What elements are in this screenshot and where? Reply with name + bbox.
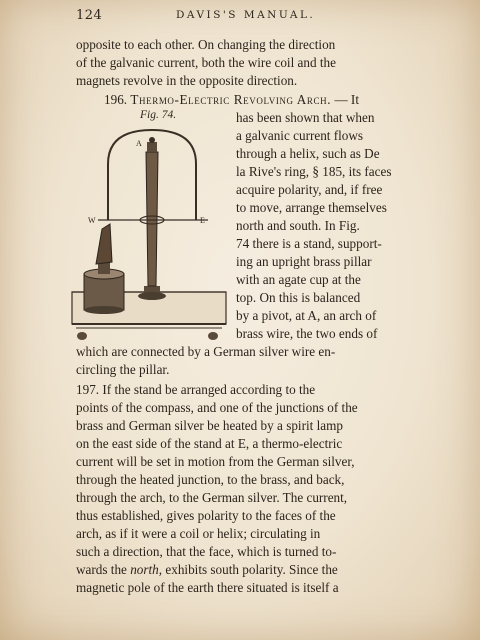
section-number: 196. <box>104 92 128 107</box>
figure-thermo-electric-arch <box>68 124 230 350</box>
text-line: brass and German silver be heated by a spirit lamp <box>76 418 343 433</box>
text-line: has been shown that when <box>236 110 375 125</box>
section-heading-tail: — It <box>331 92 359 107</box>
section-heading-196 <box>104 91 359 108</box>
lamp-flame <box>96 224 112 264</box>
text-line: through a helix, such as De <box>236 146 380 161</box>
text-line: la Rive's ring, § 185, its faces <box>236 164 392 179</box>
text-line: brass wire, the two ends of <box>236 326 378 341</box>
text-line: such a direction, that the face, which is turned to- <box>76 544 337 559</box>
text-line: acquire polarity, and, if free <box>236 182 383 197</box>
text-line: current will be set in motion from the German silver, <box>76 454 355 469</box>
text-line: with an agate cup at the <box>236 272 361 287</box>
text-line <box>76 561 338 578</box>
text-line: by a pivot, at A, an arch of <box>236 308 377 323</box>
text-line: top. On this is balanced <box>236 290 361 305</box>
stand-foot-left <box>77 332 87 340</box>
section-title: Thermo-Electric Revolving Arch. <box>130 92 332 107</box>
text-line: of the galvanic current, both the wire coil and the <box>76 55 336 70</box>
running-title: DAVIS'S MANUAL. <box>176 9 316 21</box>
text-line: to move, arrange themselves <box>236 200 387 215</box>
text-line: ing an upright brass pillar <box>236 254 372 269</box>
text-line: circling the pillar. <box>76 362 170 377</box>
text-line: thus established, gives polarity to the faces of the <box>76 508 336 523</box>
text-line: arch, as if it were a coil or helix; circulating in <box>76 526 321 541</box>
text-line: opposite to each other. On changing the direction <box>76 37 336 52</box>
emphasis-north: north, <box>130 562 163 577</box>
text-line: 197. If the stand be arranged according to the <box>76 382 316 397</box>
letter-e: E <box>200 216 205 225</box>
text-line: points of the compass, and one of the junctions of the <box>76 400 358 415</box>
text-span: wards the <box>76 562 131 577</box>
brass-pillar <box>146 152 158 286</box>
text-line: 74 there is a stand, support- <box>236 236 382 251</box>
text-line: a galvanic current flows <box>236 128 364 143</box>
stand-foot-right <box>208 332 218 340</box>
figure-label: Fig. 74. <box>140 109 177 121</box>
text-line: on the east side of the stand at E, a thermo-electric <box>76 436 343 451</box>
agate-cup <box>147 142 157 152</box>
text-line: magnets revolve in the opposite direction. <box>76 73 298 88</box>
text-line: through the heated junction, to the brass, and back, <box>76 472 345 487</box>
text-line: magnetic pole of the earth there situated is itself a <box>76 580 339 595</box>
letter-a: A <box>136 139 142 148</box>
text-line: north and south. In Fig. <box>236 218 360 233</box>
page-header <box>76 8 416 24</box>
page-number: 124 <box>76 8 103 23</box>
text-line: through the arch, to the German silver. The current, <box>76 490 348 505</box>
letter-w: W <box>88 216 96 225</box>
text-span: exhibits south polarity. Since the <box>162 562 338 577</box>
text-line: which are connected by a German silver wire en- <box>76 344 336 359</box>
